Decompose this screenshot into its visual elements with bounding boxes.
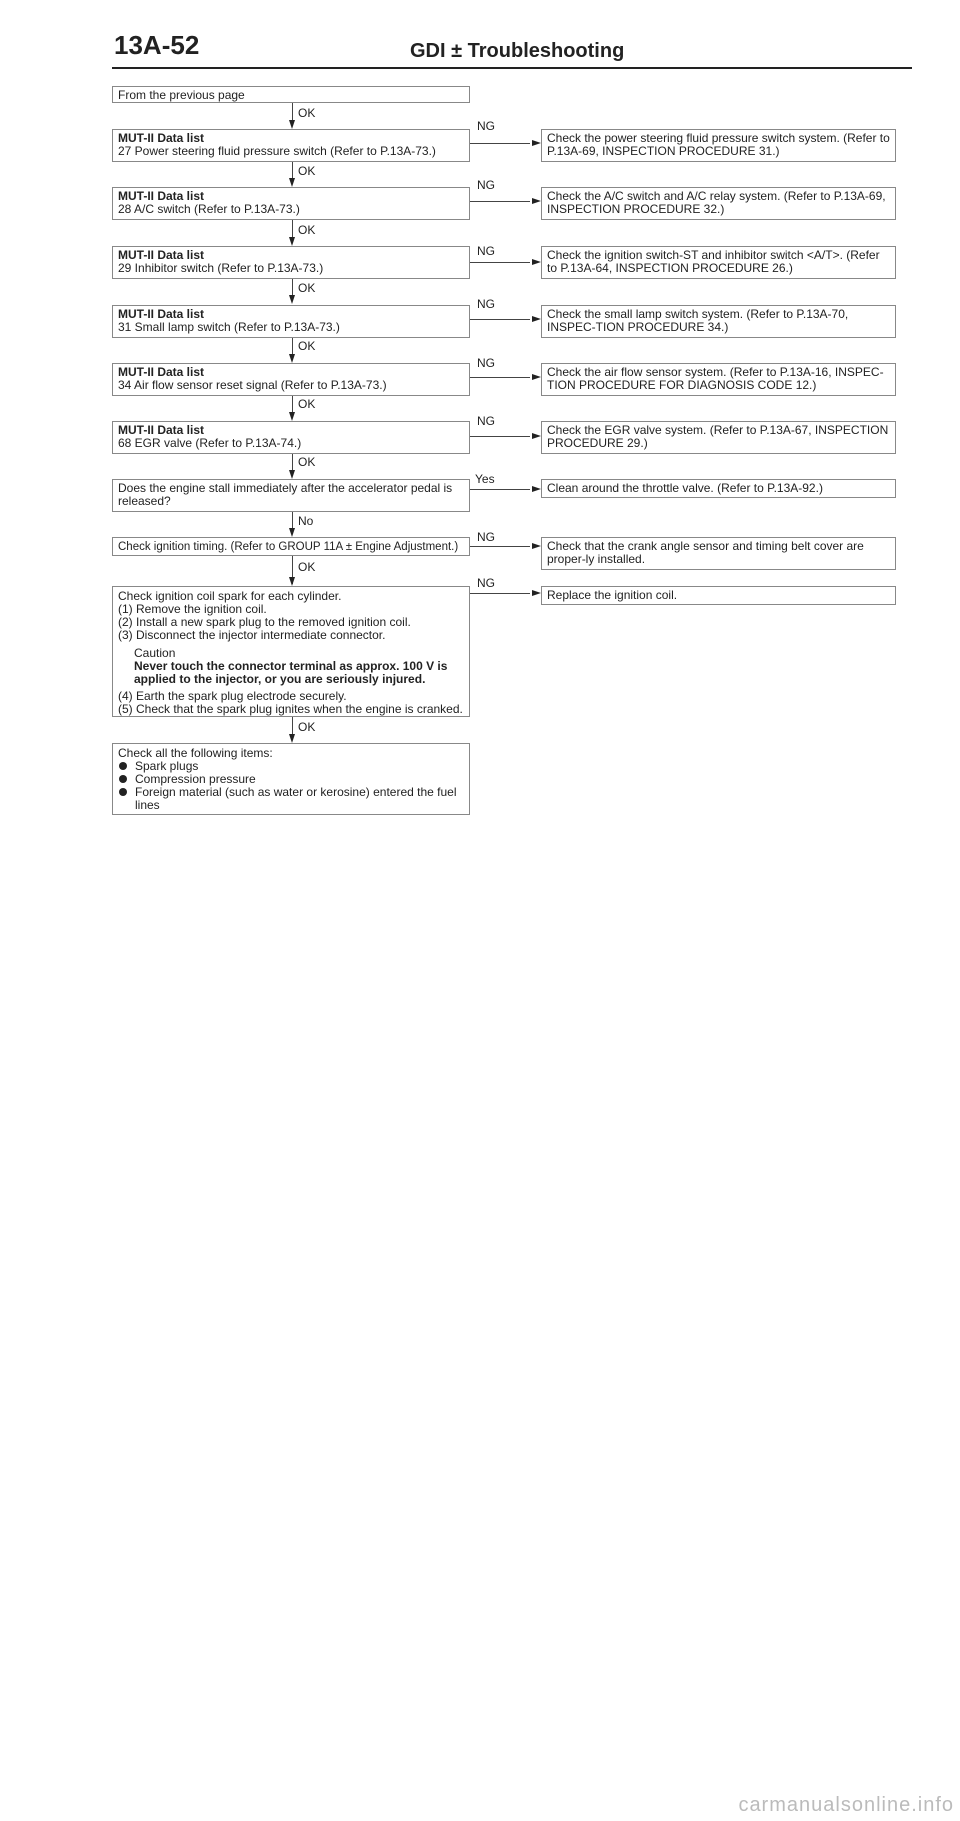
result-text: Check the EGR valve system. (Refer to P.13A-67, INSPECTION PROCEDURE 29.) [547,423,889,450]
result-box-5 [541,363,896,396]
down-arrow [289,120,295,129]
right-arrow [532,198,541,204]
right-arrow [532,259,541,265]
down-arrow [289,237,295,246]
connector-line [470,377,530,378]
down-arrow [289,734,295,743]
ng-label: NG [477,356,495,370]
step-text: 29 Inhibitor switch (Refer to P.13A-73.) [118,261,324,275]
step-text: 31 Small lamp switch (Refer to P.13A-73.) [118,320,340,334]
connector-line [470,546,530,547]
ok-label: OK [298,397,316,411]
final-box [112,743,470,815]
final-item: Foreign material (such as water or kerosine) entered the fuel lines [118,786,464,812]
down-arrow [289,412,295,421]
yes-label: Yes [475,472,495,486]
timing-box [112,537,470,556]
page-number: 13A-52 [114,30,200,60]
down-arrow [289,354,295,363]
ok-label: OK [298,223,316,237]
connector-line [470,143,530,144]
step-text: 34 Air flow sensor reset signal (Refer to P.13A-73.) [118,378,387,392]
result-box-8 [541,537,896,570]
step-box-1 [112,129,470,162]
step-text: Does the engine stall immediately after the accelerator pedal is released? [118,481,453,508]
result-text: Check the air flow sensor system. (Refer to P.13A-16, INSPEC-TION PROCEDURE FOR DIAGNOSIS CODE 12.) [547,365,884,392]
result-box-7 [541,479,896,498]
connector-line [470,319,530,320]
down-arrow [289,295,295,304]
result-box-4 [541,305,896,338]
result-text: Replace the ignition coil. [547,588,678,602]
step-title: MUT-II Data list [118,307,205,321]
connector-line [470,262,530,263]
coil-line: (3) Disconnect the injector intermediate connector. [118,628,386,642]
step-title: MUT-II Data list [118,365,205,379]
caution-text: Never touch the connector terminal as approx. 100 V is applied to the injector, or you are seriously injured. [134,659,448,686]
result-text: Clean around the throttle valve. (Refer to P.13A-92.) [547,481,823,495]
connector-line [470,201,530,202]
right-arrow [532,486,541,492]
coil-line: (5) Check that the spark plug ignites when the engine is cranked. [118,702,463,716]
connector-line [470,436,530,437]
no-label: No [298,514,314,528]
ng-label: NG [477,530,495,544]
result-text: Check the ignition switch-ST and inhibitor switch <A/T>. (Refer to P.13A-64, INSPECTION PROCEDURE 26.) [547,248,880,275]
step-box-6 [112,421,470,454]
step-box-2 [112,187,470,220]
step-text: 28 A/C switch (Refer to P.13A-73.) [118,202,300,216]
step-title: MUT-II Data list [118,423,205,437]
final-item: Spark plugs [118,760,464,773]
coil-line: (1) Remove the ignition coil. [118,602,267,616]
ng-label: NG [477,119,495,133]
step-box-4 [112,305,470,338]
right-arrow [532,433,541,439]
coil-line: (2) Install a new spark plug to the removed ignition coil. [118,615,411,629]
footer-watermark: carmanualsonline.info [738,1794,954,1816]
right-arrow [532,374,541,380]
result-box-9 [541,586,896,605]
ok-label: OK [298,720,316,734]
ng-label: NG [477,414,495,428]
page-title: GDI ± Troubleshooting [410,40,625,62]
ok-label: OK [298,281,316,295]
question-box [112,479,470,512]
result-box-6 [541,421,896,454]
final-text: Check all the following items: [118,746,273,760]
down-arrow [289,470,295,479]
step-text: 68 EGR valve (Refer to P.13A-74.) [118,436,302,450]
result-text: Check the A/C switch and A/C relay system. (Refer to P.13A-69, INSPECTION PROCEDURE 32.) [547,189,886,216]
step-title: MUT-II Data list [118,248,205,262]
ok-label: OK [298,455,316,469]
ng-label: NG [477,297,495,311]
ok-label: OK [298,560,316,574]
result-box-1 [541,129,896,162]
result-text: Check the small lamp switch system. (Refer to P.13A-70, INSPEC-TION PROCEDURE 34.) [547,307,849,334]
connector-line [470,593,530,594]
ok-label: OK [298,106,316,120]
ok-label: OK [298,339,316,353]
caution-title: Caution [134,646,176,660]
coil-line: Check ignition coil spark for each cylinder. [118,589,342,603]
down-arrow [289,577,295,586]
ng-label: NG [477,178,495,192]
ng-label: NG [477,244,495,258]
start-box [112,86,470,103]
coil-line: (4) Earth the spark plug electrode securely. [118,689,347,703]
step-title: MUT-II Data list [118,131,205,145]
right-arrow [532,543,541,549]
right-arrow [532,316,541,322]
step-box-3 [112,246,470,279]
result-text: Check that the crank angle sensor and timing belt cover are proper-ly installed. [547,539,864,566]
header-rule [112,67,912,69]
coil-check-box [112,586,470,717]
step-title: MUT-II Data list [118,189,205,203]
right-arrow [532,140,541,146]
step-box-5 [112,363,470,396]
step-text: 27 Power steering fluid pressure switch (Refer to P.13A-73.) [118,144,436,158]
final-item: Compression pressure [118,773,464,786]
ok-label: OK [298,164,316,178]
step-text: Check ignition timing. (Refer to GROUP 11A ± Engine Adjustment.) [118,541,459,553]
down-arrow [289,178,295,187]
result-box-2 [541,187,896,220]
result-box-3 [541,246,896,279]
down-arrow [289,528,295,537]
start-text: From the previous page [118,88,245,102]
right-arrow [532,590,541,596]
connector-line [470,489,530,490]
result-text: Check the power steering fluid pressure switch system. (Refer to P.13A-69, INSPECTION PROCEDURE 31.) [547,131,890,158]
ng-label: NG [477,576,495,590]
